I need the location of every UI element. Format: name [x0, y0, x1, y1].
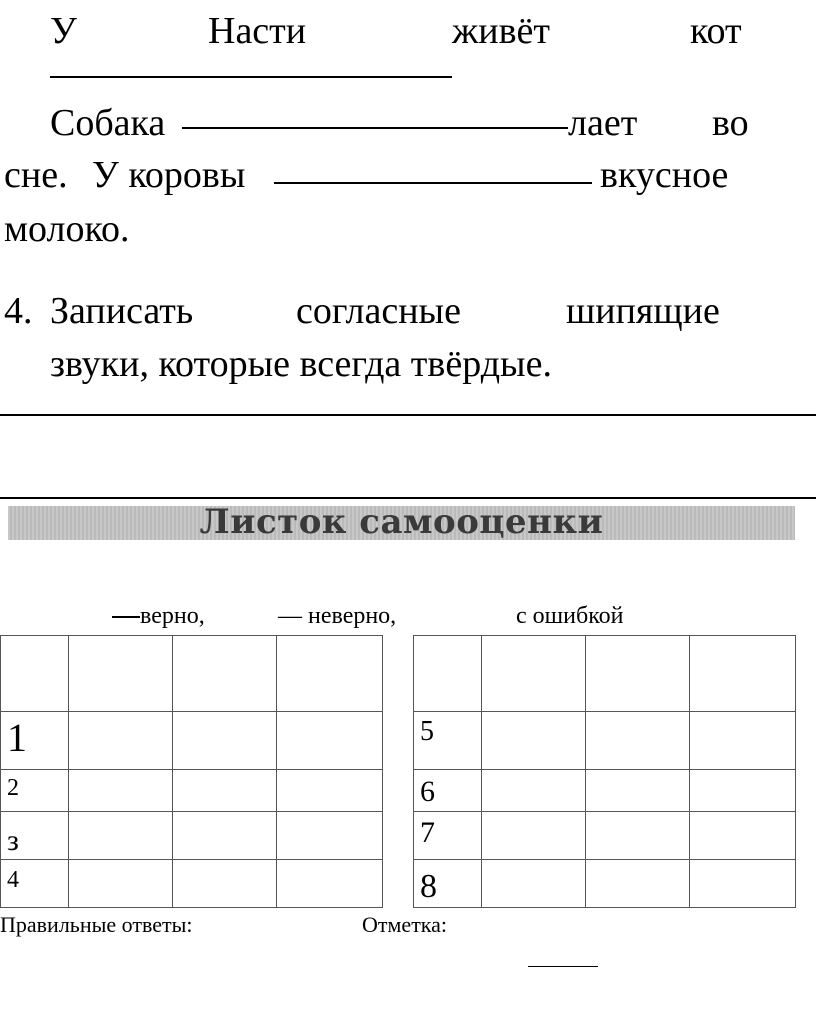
word-sne: сне.: [4, 154, 68, 196]
table-row: [414, 712, 796, 770]
assessment-cell[interactable]: [690, 770, 796, 812]
assessment-cell[interactable]: [482, 812, 586, 860]
answer-blank-3[interactable]: [274, 182, 592, 184]
word-u: У: [50, 10, 77, 52]
assessment-cell[interactable]: [586, 636, 690, 712]
assessment-cell[interactable]: [277, 770, 383, 812]
answer-blank-1[interactable]: [50, 76, 452, 78]
word-nasti: Насти: [208, 10, 307, 52]
row-label-cell: 5: [414, 712, 482, 770]
row-label-cell: [1, 636, 69, 712]
assessment-table-left: [0, 635, 383, 908]
table-row: [414, 812, 796, 860]
word-vkusnoe: вкусное: [600, 154, 729, 196]
word-moloko: молоко.: [4, 208, 130, 250]
table-row: [1, 636, 383, 712]
table-row: [1, 712, 383, 770]
assessment-cell[interactable]: [690, 860, 796, 908]
assessment-cell[interactable]: [586, 812, 690, 860]
table-row: [414, 770, 796, 812]
exercise-4-number: 4.: [4, 290, 33, 332]
assessment-cell[interactable]: [586, 860, 690, 908]
legend-correct-mark: [112, 616, 140, 618]
word-zhivet: живёт: [452, 10, 551, 52]
assessment-cell[interactable]: [69, 860, 173, 908]
row-label-cell: 7: [414, 812, 482, 860]
table-row: [414, 860, 796, 908]
assessment-cell[interactable]: [482, 860, 586, 908]
legend-correct: верно,: [140, 603, 205, 629]
word-u-korovy: У коровы: [92, 154, 246, 196]
row-label-cell: 4: [1, 860, 69, 908]
assessment-cell[interactable]: [690, 712, 796, 770]
word-soglasnye: согласные: [296, 290, 461, 332]
table-row: [414, 636, 796, 712]
row-label-cell: 2: [1, 770, 69, 812]
grade-blank[interactable]: [528, 966, 598, 967]
self-assessment-banner: [8, 502, 795, 542]
word-zapisat: Записать: [50, 290, 194, 332]
assessment-cell[interactable]: [69, 712, 173, 770]
answer-line-2[interactable]: [0, 497, 816, 499]
assessment-cell[interactable]: [586, 770, 690, 812]
assessment-cell[interactable]: [690, 636, 796, 712]
assessment-cell[interactable]: [690, 812, 796, 860]
correct-answers-label: Правильные ответы:: [0, 912, 193, 937]
table-row: [1, 770, 383, 812]
word-kot: кот: [690, 10, 742, 52]
assessment-cell[interactable]: [277, 712, 383, 770]
row-label-cell: 8: [414, 860, 482, 908]
word-laet: лает: [568, 102, 638, 144]
word-sobaka: Собака: [50, 102, 166, 144]
assessment-cell[interactable]: [69, 636, 173, 712]
table-row: [1, 860, 383, 908]
self-assessment-title: Листок самооценки: [199, 502, 604, 542]
grade-label: Отметка:: [362, 912, 448, 937]
legend-wrong: — неверно,: [278, 603, 397, 629]
assessment-cell[interactable]: [173, 812, 277, 860]
assessment-cell[interactable]: [482, 712, 586, 770]
assessment-cell[interactable]: [173, 770, 277, 812]
answer-blank-2[interactable]: [182, 127, 568, 129]
assessment-cell[interactable]: [277, 636, 383, 712]
assessment-cell[interactable]: [482, 770, 586, 812]
assessment-cell[interactable]: [173, 860, 277, 908]
row-label-cell: 1: [1, 712, 69, 770]
table-row: [1, 812, 383, 860]
assessment-cell[interactable]: [173, 712, 277, 770]
row-label-cell: з: [1, 812, 69, 860]
word-shipyashchie: шипящие: [566, 290, 720, 332]
assessment-cell[interactable]: [173, 636, 277, 712]
assessment-table-right: [413, 635, 796, 908]
assessment-cell[interactable]: [277, 860, 383, 908]
row-label-cell: [414, 636, 482, 712]
assessment-cell[interactable]: [586, 712, 690, 770]
assessment-cell[interactable]: [482, 636, 586, 712]
legend-error: с ошибкой: [516, 603, 624, 629]
exercise-4-line-2: звуки, которые всегда твёрдые.: [50, 343, 552, 385]
assessment-cell[interactable]: [69, 812, 173, 860]
assessment-cell[interactable]: [277, 812, 383, 860]
answer-line-1[interactable]: [0, 414, 816, 416]
row-label-cell: 6: [414, 770, 482, 812]
assessment-cell[interactable]: [69, 770, 173, 812]
word-vo: во: [712, 102, 749, 144]
